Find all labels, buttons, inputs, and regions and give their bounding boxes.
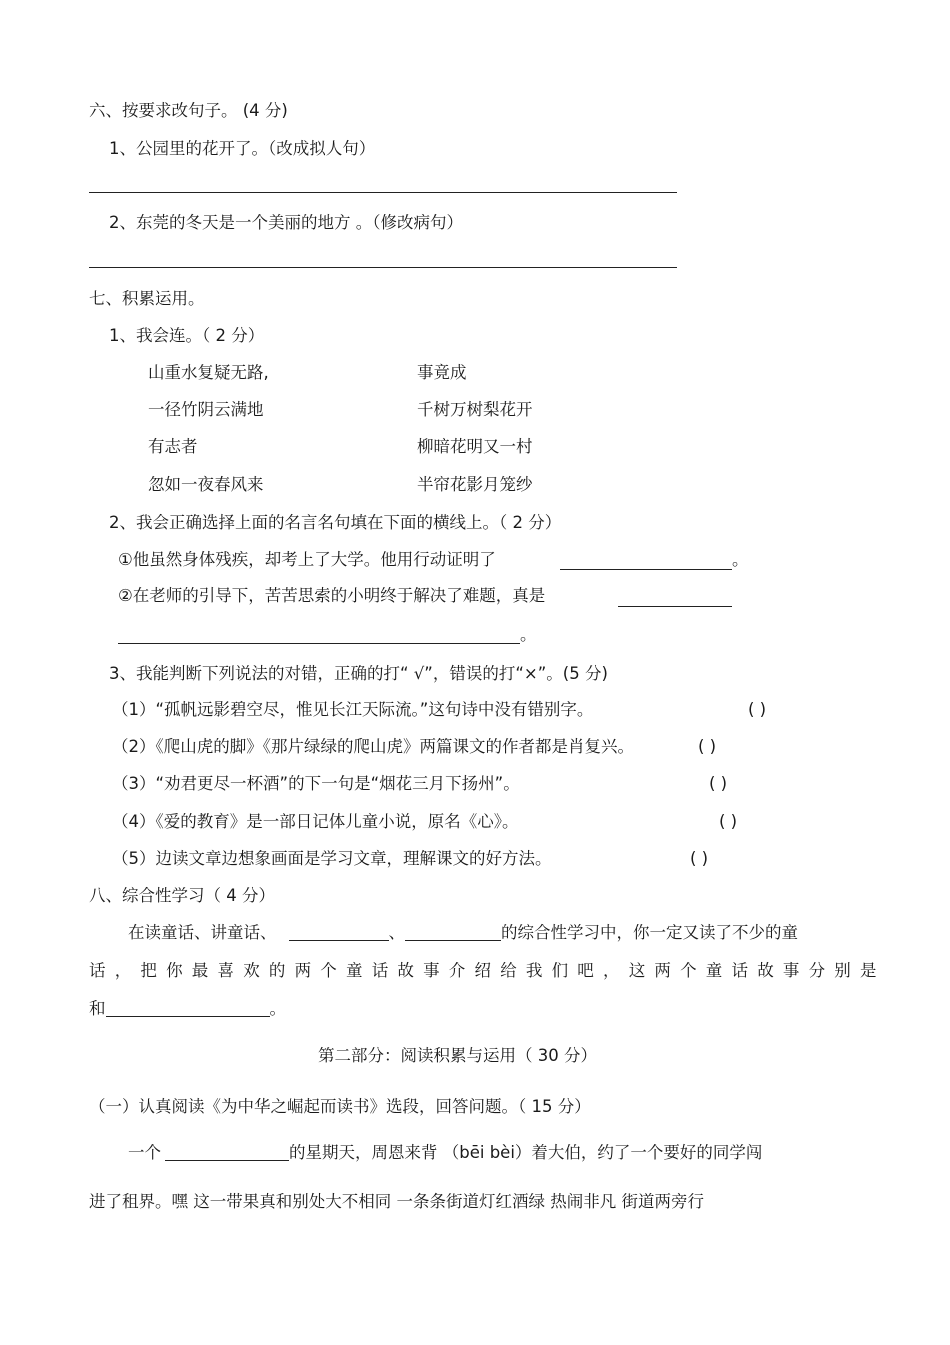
- match-left-4[interactable]: 忽如一夜春风来: [148, 475, 264, 494]
- question-7-3-title: 3、我能判断下列说法的对错，正确的打“ √”，错误的打“×”。(5 分): [109, 664, 608, 683]
- section-8-paragraph-line-2: 话，把你最喜欢的两个童话故事介绍给我们吧，这两个童话故事分别是: [89, 961, 886, 980]
- match-right-1[interactable]: 事竟成: [417, 363, 467, 382]
- section-8-heading: 八、综合性学习（ 4 分）: [89, 886, 275, 905]
- text: 的星期天，周恩来背 （bēi bèi）着大伯，约了一个要好的同学闯: [289, 1143, 763, 1162]
- judge-item-1: （1）“孤帆远影碧空尽，惟见长江天际流。”这句诗中没有错别字。: [112, 700, 594, 719]
- judge-item-3: （3）“劝君更尽一杯酒”的下一句是“烟花三月下扬州”。: [112, 774, 520, 793]
- question-7-1-title: 1、我会连。（ 2 分）: [109, 326, 265, 345]
- judge-item-4: （4）《爱的教育》是一部日记体儿童小说，原名《心》。: [112, 812, 519, 831]
- match-left-2[interactable]: 一径竹阴云满地: [148, 400, 264, 419]
- period: 。: [520, 625, 537, 644]
- section-8-paragraph-line-3: [89, 998, 286, 1020]
- question-7-2-b: ②在老师的引导下，苦苦思索的小明终于解决了难题，真是: [118, 586, 546, 605]
- text: 和: [89, 999, 106, 1018]
- judge-item-2: （2）《爬山虎的脚》《那片绿绿的爬山虎》两篇课文的作者都是肖复兴。: [112, 737, 634, 756]
- judge-item-5: （5）边读文章边想象画面是学习文章，理解课文的好方法。: [112, 849, 552, 868]
- reading-1-title: （一）认真阅读《为中华之崛起而读书》选段，回答问题。（ 15 分）: [89, 1097, 591, 1116]
- text: 的综合性学习中，你一定又读了不少的童: [501, 923, 798, 942]
- answer-blank[interactable]: [405, 924, 501, 941]
- answer-line[interactable]: [89, 192, 677, 193]
- match-left-3[interactable]: 有志者: [148, 437, 198, 456]
- answer-bracket[interactable]: ( ): [690, 849, 709, 868]
- match-right-4[interactable]: 半帘花影月笼纱: [417, 475, 533, 494]
- text: 、: [388, 923, 405, 942]
- answer-blank[interactable]: [560, 569, 732, 570]
- reading-passage-line-2: 进了租界。嘿 这一带果真和别处大不相同 一条条街道灯红酒绿 热闹非凡 街道两旁行: [89, 1192, 704, 1211]
- question-7-2-a: ①他虽然身体残疾，却考上了大学。他用行动证明了: [118, 550, 496, 569]
- text: 一个: [128, 1143, 161, 1162]
- match-left-1[interactable]: 山重水复疑无路,: [148, 363, 269, 382]
- answer-bracket[interactable]: ( ): [748, 700, 767, 719]
- answer-bracket[interactable]: ( ): [698, 737, 717, 756]
- text: 。: [269, 999, 286, 1018]
- answer-bracket[interactable]: ( ): [719, 812, 738, 831]
- answer-blank[interactable]: [289, 924, 389, 941]
- text: 在读童话、讲童话、: [128, 923, 277, 942]
- match-right-3[interactable]: 柳暗花明又一村: [417, 437, 533, 456]
- answer-blank[interactable]: [118, 643, 520, 644]
- question-7-2-title: 2、我会正确选择上面的名言名句填在下面的横线上。（ 2 分）: [109, 513, 562, 532]
- period: 。: [732, 550, 749, 569]
- part-2-heading: 第二部分：阅读积累与运用（ 30 分）: [318, 1046, 597, 1065]
- answer-bracket[interactable]: ( ): [709, 774, 728, 793]
- reading-passage-line-1: [128, 1142, 762, 1164]
- match-right-2[interactable]: 千树万树梨花开: [417, 400, 533, 419]
- answer-blank[interactable]: [165, 1144, 289, 1161]
- answer-line[interactable]: [89, 267, 677, 268]
- section-7-heading: 七、积累运用。: [89, 289, 205, 308]
- question-6-2: 2、东莞的冬天是一个美丽的地方 。（修改病句）: [109, 213, 463, 232]
- section-8-paragraph-line-1: [128, 922, 798, 944]
- question-6-1: 1、公园里的花开了。（改成拟人句）: [109, 139, 376, 158]
- answer-blank[interactable]: [618, 606, 732, 607]
- section-6-heading: 六、按要求改句子。 (4 分): [89, 101, 288, 120]
- answer-blank[interactable]: [106, 1000, 270, 1017]
